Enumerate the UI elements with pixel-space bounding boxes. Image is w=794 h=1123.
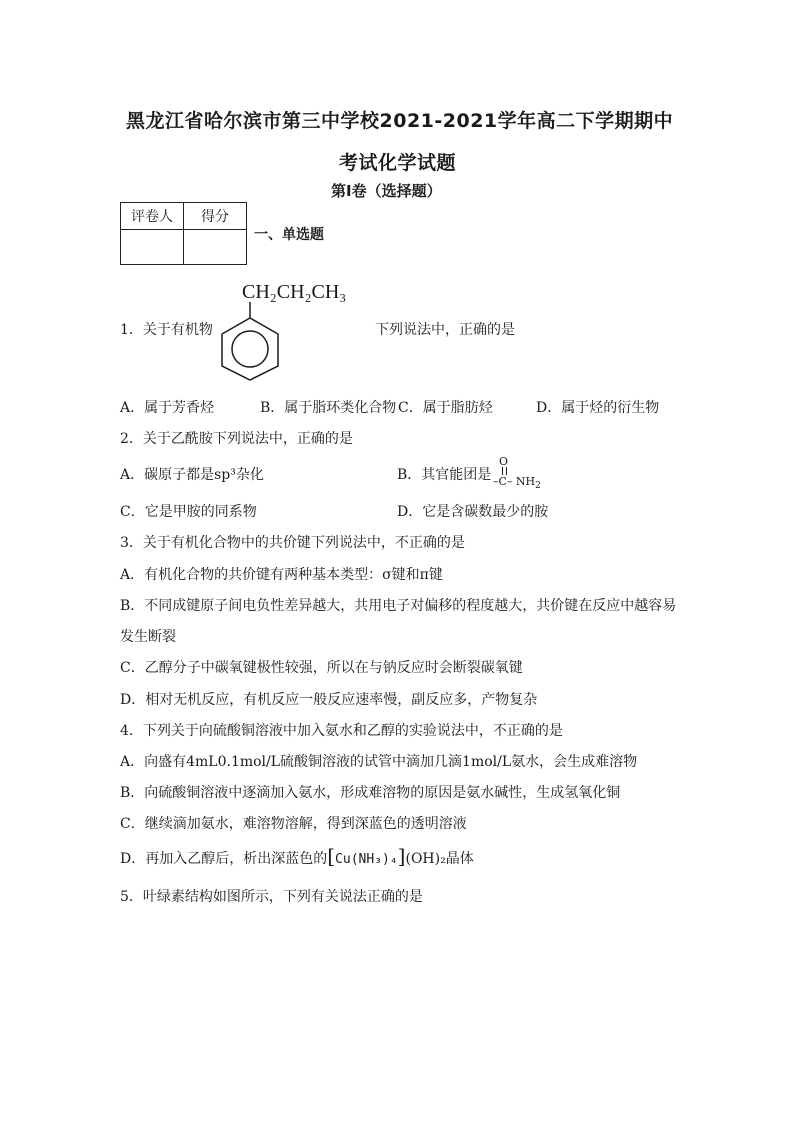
- q1-option-d: D．属于烃的衍生物: [536, 400, 660, 416]
- q1-option-b: B．属于脂环类化合物: [260, 400, 397, 416]
- right-bracket: ]: [397, 844, 406, 868]
- volume-heading: 第I卷（选择题）: [331, 182, 442, 200]
- q4-option-a: A．向盛有4mL0.1mol/L硫酸铜溶液的试管中滴加几滴1mol/L氨水，会生成难溶物: [120, 754, 638, 770]
- question-4-stem: 4．下列关于向硫酸铜溶液中加入氨水和乙醇的实验说法中，不正确的是: [120, 723, 563, 739]
- question-5-stem: 5．叶绿素结构如图所示，下列有关说法正确的是: [120, 889, 423, 905]
- q3-option-d: D．相对无机反应，有机反应一般反应速率慢，副反应多，产物复杂: [120, 692, 538, 708]
- q3-option-c: C．乙醇分子中碳氧键极性较强，所以在与钠反应时会断裂碳氧键: [120, 660, 523, 676]
- reviewer-cell: [121, 230, 184, 265]
- score-cell: [184, 230, 247, 265]
- q4-option-d-suffix: (OH)₂晶体: [405, 851, 474, 867]
- q3-option-b-line2: 发生断裂: [120, 629, 176, 645]
- document-title-line1: 黑龙江省哈尔滨市第三中学校2021-2021学年高二下学期期中: [126, 110, 674, 132]
- q3-option-b-line1: B．不同成键原子间电负性差异越大，共用电子对偏移的程度越大，共价键在反应中越容易: [120, 598, 677, 614]
- q1-option-c: C．属于脂肪烃: [398, 400, 493, 416]
- structure-label: CH₂CH₂CH₃: [242, 281, 347, 303]
- q2-option-d: D．它是含碳数最少的胺: [397, 504, 549, 520]
- q2-option-b: B．其官能团是: [397, 467, 492, 483]
- double-bond: [502, 467, 507, 475]
- benzene-ring-structure: [215, 300, 285, 382]
- q4-option-b: B．向硫酸铜溶液中逐滴加入氨水，形成难溶物的原因是氨水碱性，生成氢氧化铜: [120, 785, 621, 801]
- amide-group-structure: [493, 455, 553, 491]
- score-header: 得分: [184, 203, 247, 230]
- q2-option-a: A．碳原子都是sp³杂化: [120, 467, 264, 483]
- question-1-stem-prefix: 1．关于有机物: [120, 322, 213, 338]
- q4-option-d-prefix: D．再加入乙醇后，析出深蓝色的: [120, 851, 328, 867]
- reviewer-header: 评卷人: [121, 203, 184, 230]
- section-heading: 一、单选题: [254, 227, 324, 243]
- score-table: [120, 202, 247, 265]
- q4-option-c: C．继续滴加氨水，难溶物溶解，得到深蓝色的透明溶液: [120, 816, 467, 832]
- question-2-stem: 2．关于乙酰胺下列说法中，正确的是: [120, 431, 353, 447]
- question-1-stem-suffix: 下列说法中，正确的是: [375, 322, 515, 338]
- q3-option-a: A．有机化合物的共价键有两种基本类型：σ键和π键: [120, 567, 443, 583]
- left-bracket: [: [327, 844, 336, 868]
- q1-option-a: A．属于芳香烃: [120, 400, 215, 416]
- complex-ion: Cu(NH₃)₄: [335, 852, 398, 867]
- q2-option-c: C．它是甲胺的同系物: [120, 504, 257, 520]
- amide-body: –C– $NH_2$: [493, 475, 541, 492]
- question-3-stem: 3．关于有机化合物中的共价键下列说法中，不正确的是: [120, 535, 465, 551]
- amide-oxygen: O: [499, 455, 509, 468]
- q4-option-d: [120, 844, 474, 869]
- document-title-line2: 考试化学试题: [339, 152, 457, 174]
